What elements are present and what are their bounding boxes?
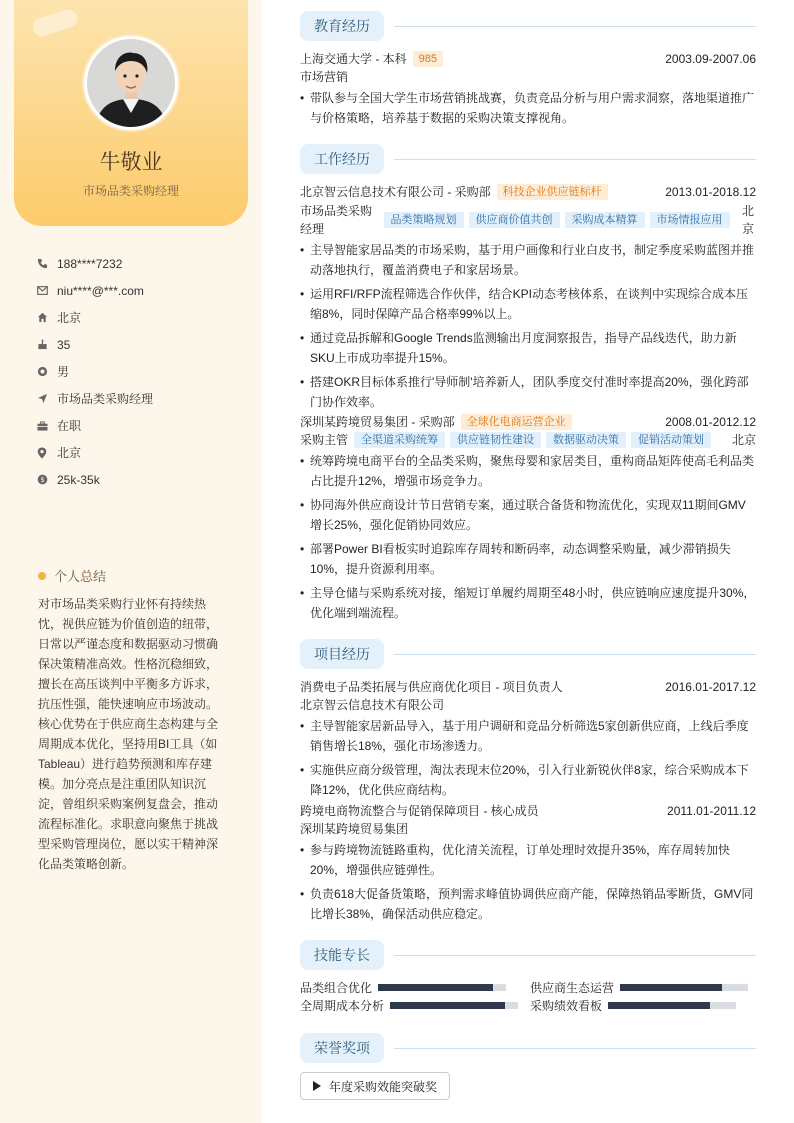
info-text: 北京 [57,446,82,460]
education-bullet: • 带队参与全国大学生市场营销挑战赛，负责竞品分析与用户需求洞察，落地渠道推广与价格策略，培养基于数据的采购决策支撑视角。 [300,88,756,128]
bullet-dot-icon [38,572,46,580]
info-salary [36,466,153,493]
work-role: 采购主管 [300,433,349,447]
project-entry [300,678,756,804]
award-name: 年度采购效能突破奖 [329,1079,438,1094]
section-education [300,11,756,41]
school-badge: 985 [413,51,443,67]
skill-name: 采购绩效看板 [530,999,603,1013]
work-city: 北京 [742,204,755,236]
phone-icon [36,258,48,270]
project-bullet: • 主导智能家居新品导入，基于用户调研和竞品分析筛选5家创新供应商，上线后季度销售增长18%，强化市场渗透力。 [300,716,756,756]
skill-chips [384,212,735,228]
avatar [84,36,178,130]
sidebar [0,0,262,1123]
work-entry [300,183,756,416]
info-phone [36,250,153,277]
chip: 市场情报应用 [650,212,730,228]
summary-text: 对市场品类采购行业怀有持续热忱，视供应链为价值创造的纽带，日常以严谨态度和数据驱动习惯确保决策精准高效。性格沉稳细致，擅长在高压谈判中平衡多方诉求，抗压性强，能快速响应市场波动。核心优势在于供应商生态构建与全周期成本优化，坚持用BI工具（如Tableau）进行趋势预测和库存建模。加分亮点是注重团队知识沉淀，曾组织采购案例复盘会，推动流程标准化。求职意向聚焦于挑战型采购管理岗位，愿以实干精神深化品类策略创新。 [38,597,219,871]
location-icon [36,447,48,459]
candidate-title: 市场品类采购经理 [82,184,179,198]
summary-heading-text: 个人总结 [54,569,107,584]
work-bullet: • 搭建OKR目标体系推行'导师制'培养新人，团队季度交付准时率提高20%，强化跨部门协作效率。 [300,372,756,412]
info-text: 188****7232 [57,256,123,271]
skill-bar-fill [608,1002,710,1009]
section-work [300,144,756,174]
work-date: 2008.01-2012.12 [665,415,756,429]
skill-chips [354,432,716,448]
skill-bar [378,984,506,991]
skill-bar [608,1002,736,1009]
section-title: 项目经历 [300,639,384,669]
section-divider [394,159,756,160]
section-title: 教育经历 [300,11,384,41]
mail-icon [36,285,48,297]
work-role: 市场品类采购经理 [300,204,373,236]
company-name: 北京智云信息技术有限公司 - 采购部 [300,185,491,199]
project-bullet: • 负责618大促备货策略，预判需求峰值协调供应商产能，保障热销品零断货，GMV同比增长38%，确保活动供应稳定。 [300,884,756,924]
project-bullet: • 参与跨境物流链路重构，优化清关流程，订单处理时效提升35%，库存周转加快20%，增强供应链弹性。 [300,840,756,880]
chip: 供应链韧性建设 [450,432,541,448]
info-text: 市场品类采购经理 [57,392,154,406]
chip: 供应商价值共创 [469,212,560,228]
salary-icon [36,474,48,486]
info-text: 男 [57,365,70,379]
skill-bar [620,984,748,991]
project-org: 深圳某跨境贸易集团 [300,822,409,836]
info-status [36,412,153,439]
section-divider [394,654,756,655]
project-org: 北京智云信息技术有限公司 [300,698,445,712]
section-project [300,639,756,669]
info-text: 北京 [57,311,82,325]
briefcase-icon [36,420,48,432]
skill-bar [390,1002,518,1009]
info-residence [36,304,153,331]
cake-icon [36,339,48,351]
info-gender [36,358,153,385]
work-bullet: • 主导智能家居品类的市场采购，基于用户画像和行业白皮书，制定季度采购蓝图并推动落地执行，覆盖消费电子和家居场景。 [300,240,756,280]
work-date: 2013.01-2018.12 [665,185,756,199]
section-divider [394,26,756,27]
info-age [36,331,153,358]
svg-text:$: $ [39,475,45,484]
education-date: 2003.09-2007.06 [665,52,756,66]
work-bullet: • 部署Power BI看板实时追踪库存周转和断码率，动态调整采购量，减少滞销损失10%，提升资源利用率。 [300,539,756,579]
work-bullet: • 运用RFI/RFP流程筛选合作伙伴，结合KPI动态考核体系，在谈判中实现综合成本压缩8%，同时保障产品合格率99%以上。 [300,284,756,324]
info-text: 35 [57,337,71,352]
skill-bar-fill [620,984,722,991]
award-item [300,1072,450,1100]
work-bullet: • 通过竞品拆解和Google Trends监测输出月度洞察报告，指导产品线迭代，助力新SKU上市成功率提升15%。 [300,328,756,368]
company-badge: 科技企业供应链标杆 [497,184,608,200]
work-bullet: • 统筹跨境电商平台的全品类采购，聚焦母婴和家居类目，重构商品矩阵使高毛利品类占比提升12%，增强市场竞争力。 [300,451,756,491]
section-divider [394,1048,756,1049]
chip: 采购成本精算 [565,212,645,228]
candidate-name: 牛敬业 [99,151,163,174]
education-entry [300,50,756,132]
skill-item [300,997,518,1014]
home-icon [36,312,48,324]
section-title: 荣誉奖项 [300,1033,384,1063]
info-text: 25k-35k [57,472,100,487]
play-icon [313,1081,321,1091]
company-name: 深圳某跨境贸易集团 - 采购部 [300,415,455,429]
skill-item [530,979,748,996]
project-date: 2011.01-2011.12 [667,804,756,818]
project-date: 2016.01-2017.12 [665,680,756,694]
chip: 数据驱动决策 [546,432,626,448]
section-divider [394,955,756,956]
contact-info [36,250,153,493]
info-city [36,439,153,466]
project-name: 消费电子品类拓展与供应商优化项目 - 项目负责人 [300,680,563,694]
work-bullet: • 协同海外供应商设计节日营销专案，通过联合备货和物流优化，实现双11期间GMV增长25%，强化促销协同效应。 [300,495,756,535]
company-badge: 全球化电商运营企业 [461,414,572,430]
section-skills [300,940,756,970]
chip: 促销活动策划 [631,432,711,448]
send-icon [36,393,48,405]
work-city: 北京 [731,433,756,447]
chip: 品类策略规划 [384,212,464,228]
education-major: 市场营销 [300,70,349,84]
section-title: 技能专长 [300,940,384,970]
info-text: niu****@***.com [57,283,144,298]
skill-name: 供应商生态运营 [530,981,615,995]
skill-bar-fill [378,984,493,991]
gender-icon [36,366,48,378]
project-name: 跨境电商物流整合与促销保障项目 - 核心成员 [300,804,539,818]
skill-name: 品类组合优化 [300,981,373,995]
skill-item [300,979,506,996]
work-bullet: • 主导仓储与采购系统对接，缩短订单履约周期至48小时，供应链响应速度提升30%，优化端到端流程。 [300,583,756,623]
section-awards [300,1033,756,1063]
skill-name: 全周期成本分析 [300,999,385,1013]
info-email [36,277,153,304]
skill-item [530,997,736,1014]
section-title: 工作经历 [300,144,384,174]
school-name: 上海交通大学 - 本科 [300,52,407,66]
info-position [36,385,153,412]
skill-bar-fill [390,1002,505,1009]
info-text: 在职 [57,419,82,433]
summary-heading [38,566,106,585]
project-bullet: • 实施供应商分级管理，淘汰表现末位20%，引入行业新锐伙伴8家，综合采购成本下降12%，优化供应商结构。 [300,760,756,800]
chip: 全渠道采购统筹 [354,432,445,448]
project-entry [300,802,756,928]
work-entry [300,413,756,627]
